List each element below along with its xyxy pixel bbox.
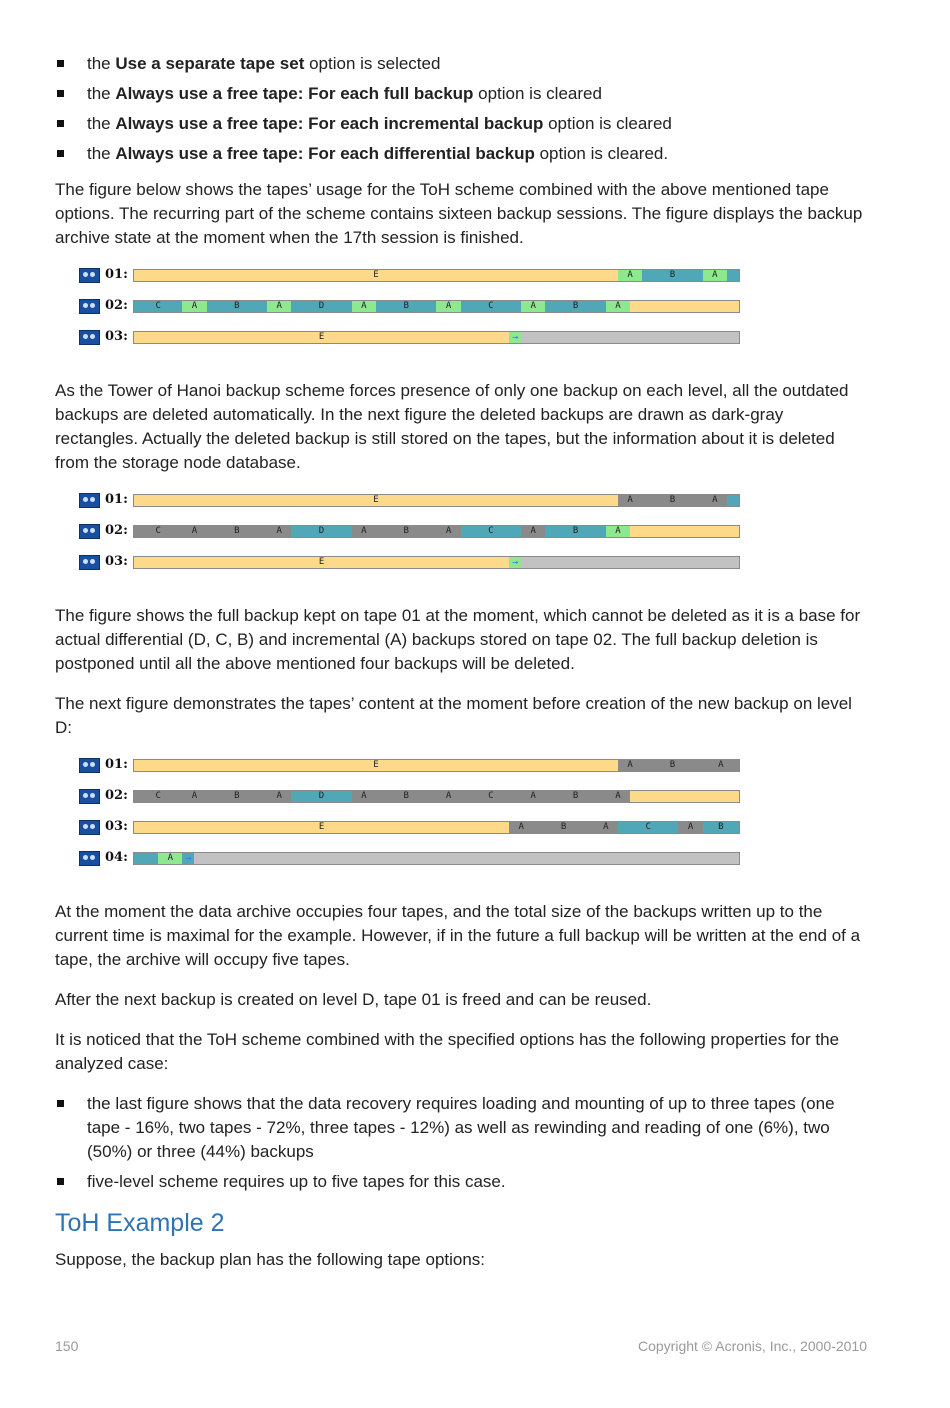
backup-segment: B <box>207 526 268 537</box>
tape-label: 03: <box>105 554 128 569</box>
tape-icon <box>79 555 100 570</box>
backup-segment: A <box>352 791 376 802</box>
backup-segment <box>727 270 739 281</box>
paragraph-5: At the moment the data archive occupies four tapes, and the total size of the backups written up to the current time is maximal for the example. However, if in the future a full backup will be written at the end of a tape, the archive will occupy five tapes. <box>55 902 861 969</box>
backup-segment: A <box>436 791 460 802</box>
paragraph-2: As the Tower of Hanoi backup scheme forces presence of only one backup on each level, all the outdated backups are deleted automatically. In the next figure the deleted backups are drawn as dark-gray rectangles. Actually the deleted backup is still stored on the tapes, but the information about it is deleted from the storage node database. <box>55 381 849 472</box>
tape-row <box>79 297 744 328</box>
tape-icon <box>79 789 100 804</box>
tape-label: 02: <box>105 788 128 803</box>
tape-figure-2 <box>79 491 744 584</box>
tape-row <box>79 522 744 553</box>
backup-segment: E <box>134 332 509 343</box>
bullet-pre-text: the <box>87 84 116 103</box>
tape-label: 01: <box>105 267 128 282</box>
tape-label: 02: <box>105 523 128 538</box>
backup-segment: D <box>291 791 352 802</box>
bullet-pre-text: the <box>87 114 116 133</box>
backup-segment: E <box>134 495 618 506</box>
backup-segment: A <box>606 301 630 312</box>
tape-icon <box>79 493 100 508</box>
bullet-bold-text: Always use a free tape: For each incremental backup <box>115 114 544 133</box>
backup-segment <box>630 301 739 312</box>
tape-row <box>79 328 744 359</box>
tape-bar <box>133 525 740 538</box>
bullet-item <box>55 142 870 166</box>
backup-segment: A <box>352 526 376 537</box>
tape-row <box>79 849 744 880</box>
paragraph-4: The next figure demonstrates the tapes’ content at the moment before creation of the new backup on level D: <box>55 694 852 737</box>
backup-segment: B <box>642 270 703 281</box>
backup-segment: A <box>678 822 702 833</box>
backup-segment: A <box>182 526 206 537</box>
backup-segment: B <box>376 526 437 537</box>
backup-segment: A <box>521 791 545 802</box>
paragraph-7: It is noticed that the ToH scheme combined with the specified options has the following properties for the analyzed case: <box>55 1030 840 1073</box>
backup-segment: E <box>134 270 618 281</box>
tape-bar <box>133 556 740 569</box>
tape-icon <box>79 758 100 773</box>
bullet-pre-text: the <box>87 54 116 73</box>
backup-segment: B <box>545 301 606 312</box>
tape-row <box>79 553 744 584</box>
paragraph-3: The figure shows the full backup kept on tape 01 at the moment, which cannot be deleted as it is a base for actual differential (D, C, B) and incremental (A) backups stored on tape 02. The full backup deletion is postponed until all the above mentioned four backups will be deleted. <box>55 606 861 673</box>
tape-icon <box>79 851 100 866</box>
backup-segment: A <box>436 526 460 537</box>
backup-segment: A <box>352 301 376 312</box>
backup-segment <box>630 526 739 537</box>
backup-segment: C <box>618 822 679 833</box>
tape-bar <box>133 821 740 834</box>
backup-segment: A <box>703 270 727 281</box>
backup-segment: → <box>509 332 521 343</box>
tape-bar <box>133 494 740 507</box>
backup-segment <box>521 332 739 343</box>
bullet-item <box>55 112 870 136</box>
tape-icon <box>79 330 100 345</box>
backup-segment: B <box>642 760 703 771</box>
backup-segment: B <box>703 822 739 833</box>
tape-row <box>79 756 744 787</box>
backup-segment: E <box>134 822 509 833</box>
tape-bar <box>133 331 740 344</box>
backup-segment <box>521 557 739 568</box>
tape-bar <box>133 852 740 865</box>
tape-icon <box>79 820 100 835</box>
tape-label: 02: <box>105 298 128 313</box>
bullet-bold-text: Use a separate tape set <box>115 54 305 73</box>
tape-label: 04: <box>105 850 128 865</box>
bullet-pre-text: the <box>87 144 116 163</box>
tape-icon <box>79 299 100 314</box>
bullet-bold-text: Always use a free tape: For each differential backup <box>115 144 535 163</box>
page-content <box>55 52 870 1288</box>
backup-segment: A <box>703 495 727 506</box>
bullet-item <box>55 82 870 106</box>
backup-segment: A <box>182 301 206 312</box>
backup-segment: A <box>267 526 291 537</box>
backup-segment: C <box>461 526 522 537</box>
backup-segment: A <box>618 495 642 506</box>
copyright-text: Copyright © Acronis, Inc., 2000-2010 <box>638 1338 867 1354</box>
tape-figure-1 <box>79 266 744 359</box>
bullet-list-bottom <box>55 1092 870 1194</box>
bullet-post-text: option is cleared <box>473 84 602 103</box>
backup-segment: C <box>134 791 182 802</box>
tape-row <box>79 818 744 849</box>
tape-row <box>79 266 744 297</box>
paragraph-6: After the next backup is created on level D, tape 01 is freed and can be reused. <box>55 990 652 1009</box>
backup-segment <box>134 853 158 864</box>
bullet-item: five-level scheme requires up to five tapes for this case. <box>55 1170 870 1194</box>
backup-segment: E <box>134 760 618 771</box>
tape-row <box>79 491 744 522</box>
backup-segment: B <box>533 822 594 833</box>
tape-label: 01: <box>105 757 128 772</box>
backup-segment: B <box>545 791 606 802</box>
backup-segment: A <box>521 526 545 537</box>
backup-segment: C <box>461 301 522 312</box>
bullet-item: the last figure shows that the data recovery requires loading and mounting of up to three tapes (one tape - 16%, two tapes - 72%, three tapes - 12%) as well as rewinding and reading of one (6%), two (50%) or three (44%) backups <box>55 1092 870 1164</box>
backup-segment: B <box>642 495 703 506</box>
tape-row <box>79 787 744 818</box>
bullet-item <box>55 52 870 76</box>
tape-label: 03: <box>105 819 128 834</box>
bullet-bold-text: Always use a free tape: For each full backup <box>115 84 474 103</box>
backup-segment: A <box>267 791 291 802</box>
bullet-post-text: option is cleared <box>543 114 672 133</box>
paragraph-8: Suppose, the backup plan has the following tape options: <box>55 1250 486 1269</box>
backup-segment: A <box>606 791 630 802</box>
backup-segment: B <box>207 791 268 802</box>
tape-label: 01: <box>105 492 128 507</box>
backup-segment: B <box>545 526 606 537</box>
backup-segment: C <box>461 791 522 802</box>
bullet-post-text: option is selected <box>304 54 441 73</box>
bullet-list-top <box>55 52 870 166</box>
backup-segment <box>194 853 739 864</box>
tape-bar <box>133 300 740 313</box>
tape-icon <box>79 268 100 283</box>
backup-segment: A <box>606 526 630 537</box>
bullet-post-text: option is cleared. <box>534 144 669 163</box>
tape-figure-3 <box>79 756 744 880</box>
backup-segment: A <box>267 301 291 312</box>
backup-segment: A <box>594 822 618 833</box>
backup-segment: C <box>134 526 182 537</box>
backup-segment <box>727 495 739 506</box>
backup-segment: C <box>134 301 182 312</box>
tape-icon <box>79 524 100 539</box>
backup-segment <box>630 791 739 802</box>
paragraph-1: The figure below shows the tapes’ usage for the ToH scheme combined with the above mentioned tape options. The recurring part of the scheme contains sixteen backup sessions. The figure displays the backup archive state at the moment when the 17th session is finished. <box>55 180 863 247</box>
backup-segment: D <box>291 526 352 537</box>
backup-segment: B <box>376 791 437 802</box>
backup-segment: A <box>703 760 739 771</box>
backup-segment: A <box>158 853 182 864</box>
backup-segment: A <box>618 270 642 281</box>
backup-segment: → <box>182 853 194 864</box>
tape-label: 03: <box>105 329 128 344</box>
backup-segment: A <box>509 822 533 833</box>
backup-segment: D <box>291 301 352 312</box>
section-heading: ToH Example 2 <box>55 1209 225 1237</box>
tape-bar <box>133 759 740 772</box>
backup-segment: E <box>134 557 509 568</box>
backup-segment: A <box>521 301 545 312</box>
backup-segment: A <box>618 760 642 771</box>
backup-segment: A <box>182 791 206 802</box>
tape-bar <box>133 269 740 282</box>
backup-segment: → <box>509 557 521 568</box>
backup-segment: A <box>436 301 460 312</box>
backup-segment: B <box>207 301 268 312</box>
page-number: 150 <box>55 1338 79 1354</box>
backup-segment: B <box>376 301 437 312</box>
tape-bar <box>133 790 740 803</box>
